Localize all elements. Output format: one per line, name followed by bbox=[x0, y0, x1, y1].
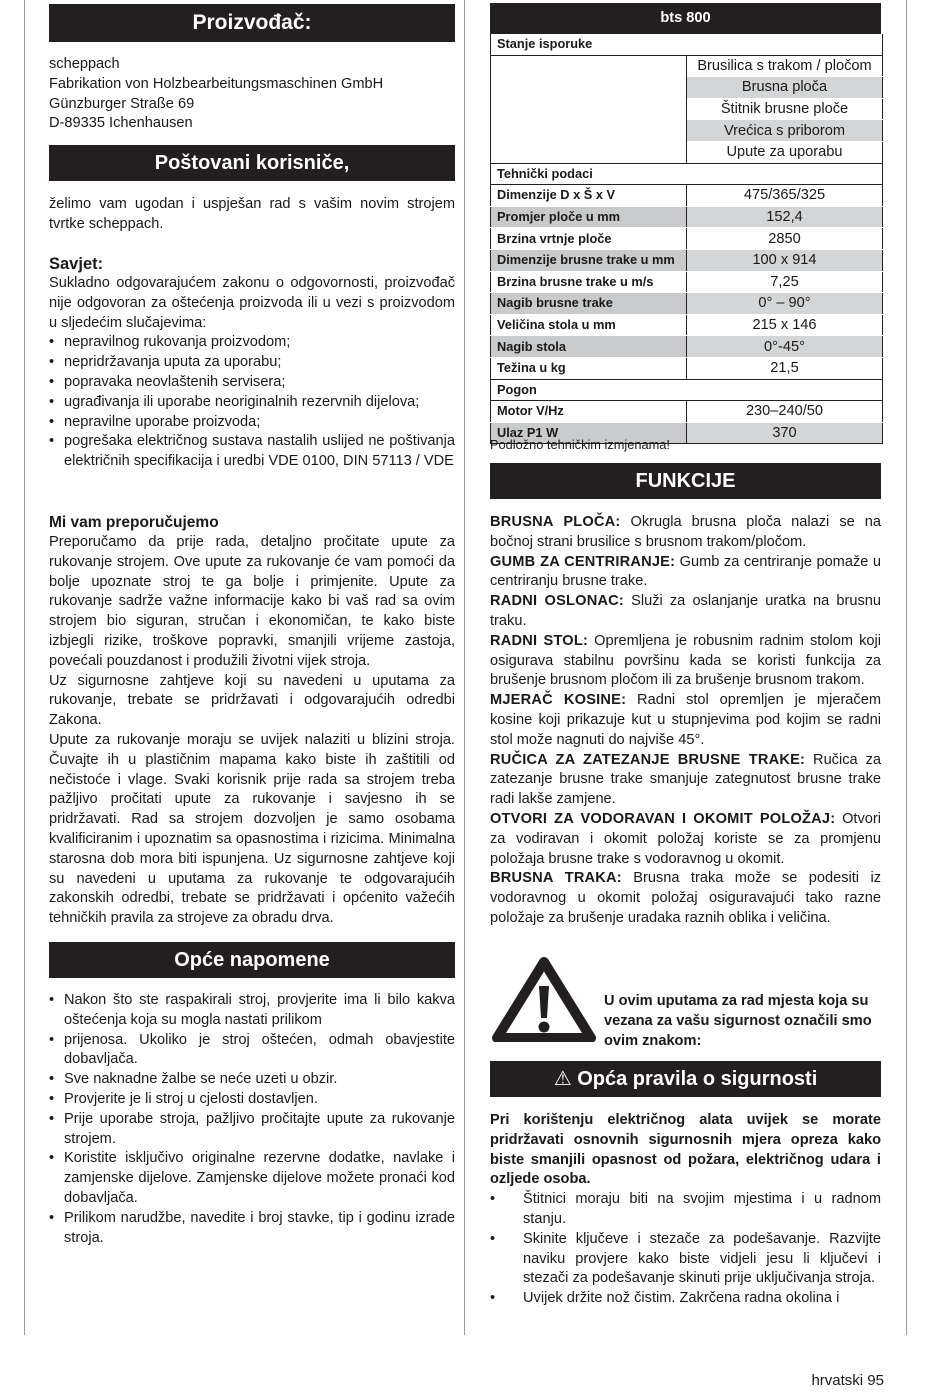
spec-key: Promjer ploče u mm bbox=[491, 206, 687, 228]
list-item: • nepravilnog rukovanja proizvodom; bbox=[49, 333, 455, 353]
safety-list bbox=[490, 1190, 881, 1309]
address-line: scheppach bbox=[49, 56, 120, 72]
list-item: • Uvijek držite nož čistim. Zakrčena radna okolina i bbox=[490, 1289, 881, 1309]
function-text: Radni stol opremljen je mjeračem kosine koji prikazuje kut u stupnjevima pod kojim se radni stol može nagnuti do najviše 45°. bbox=[490, 692, 881, 748]
spec-value: 475/365/325 bbox=[687, 185, 883, 207]
address-line: D-89335 Ichenhausen bbox=[49, 115, 193, 132]
advice-title: Savjet: bbox=[49, 255, 104, 273]
recommend-section bbox=[49, 513, 455, 929]
function-item bbox=[490, 751, 881, 810]
function-text: Gumb za centriranje pomaže u centriranju brusne trake. bbox=[490, 553, 881, 590]
functions-list bbox=[490, 513, 881, 929]
spec-value: 7,25 bbox=[687, 271, 883, 293]
functions-title: FUNKCIJE bbox=[635, 470, 736, 492]
general-notes-list bbox=[49, 991, 455, 1248]
spec-key: Nagib brusne trake bbox=[491, 293, 687, 315]
list-item: • ugrađivanja ili uporabe neoriginalnih rezervnih dijelova; bbox=[49, 393, 455, 413]
function-term: MJERAČ KOSINE: bbox=[490, 692, 627, 709]
spec-key: Težina u kg bbox=[491, 357, 687, 379]
spec-key: Brzina vrtnje ploče bbox=[491, 228, 687, 250]
function-term: OTVORI ZA VODORAVAN I OKOMIT POLOŽAJ: bbox=[490, 810, 836, 827]
drive-label: Pogon bbox=[491, 379, 883, 401]
list-item: • Prilikom narudžbe, navedite i broj stavke, tip i godinu izrade stroja. bbox=[49, 1209, 455, 1249]
spec-value: 100 x 914 bbox=[687, 249, 883, 271]
function-term: RADNI OSLONAC: bbox=[490, 593, 624, 610]
function-term: RUČICA ZA ZATEZANJE BRUSNE TRAKE: bbox=[490, 751, 806, 768]
dear-user-heading bbox=[49, 145, 455, 181]
functions-heading bbox=[490, 463, 881, 499]
function-item bbox=[490, 513, 881, 553]
right-margin-rule bbox=[906, 0, 907, 1335]
spec-key: Veličina stola u mm bbox=[491, 314, 687, 336]
manufacturer-address bbox=[49, 55, 455, 134]
spec-value: 215 x 146 bbox=[687, 314, 883, 336]
list-item: • Provjerite je li stroj u cjelosti dostavljen. bbox=[49, 1090, 455, 1110]
recommend-paragraph: Uz sigurnosne zahtjeve koji su navedeni u uputama za rukovanje, trebate se pridržavati i odgovarajućih odredbi Zakona. bbox=[49, 672, 455, 729]
spec-key: Dimenzije D x Š x V bbox=[491, 185, 687, 207]
function-text: Služi za oslanjanje uratka na brusnu traku. bbox=[490, 593, 881, 629]
address-line: Günzburger Straße 69 bbox=[49, 95, 195, 112]
list-item: • Štitnici moraju biti na svojim mjestima i u radnom stanju. bbox=[490, 1190, 881, 1230]
safety-heading bbox=[490, 1061, 881, 1097]
function-text: Brusna traka može se podesiti iz vodoravnog u okomit položaj osiguravajući tako razne položaje za brušenje uradaka raznih oblika i veličina. bbox=[490, 870, 881, 926]
address-line: Fabrikation von Holzbearbeitungsmaschinen GmbH bbox=[49, 75, 384, 92]
table-title: bts 800 bbox=[660, 10, 711, 26]
function-term: GUMB ZA CENTRIRANJE: bbox=[490, 553, 676, 570]
function-item bbox=[490, 592, 881, 632]
list-item: • nepravilne uporabe proizvoda; bbox=[49, 413, 455, 433]
spec-value: 0° – 90° bbox=[687, 293, 883, 315]
function-item bbox=[490, 869, 881, 928]
general-notes-heading bbox=[49, 942, 455, 978]
spec-value: 370 bbox=[687, 422, 883, 444]
delivery-label: Stanje isporuke bbox=[491, 34, 883, 55]
page-label: hrvatski 95 bbox=[811, 1372, 884, 1389]
spec-key: Brzina brusne trake u m/s bbox=[491, 271, 687, 293]
list-item: • Sve naknadne žalbe se neće uzeti u obzir. bbox=[49, 1070, 455, 1090]
safety-title: ⚠ Opća pravila o sigurnosti bbox=[553, 1068, 818, 1090]
list-item: • nepridržavanja uputa za uporabu; bbox=[49, 353, 455, 373]
delivery-item: Brusna ploča bbox=[687, 77, 883, 99]
list-item: • Prije uporabe stroja, pažljivo pročitajte upute za rukovanje strojem. bbox=[49, 1110, 455, 1150]
function-text: Otvori za vodiravan i okomit položaj koriste se za promjenu položaja brusne trake s vodoravnog u okomit. bbox=[490, 810, 881, 867]
manufacturer-heading bbox=[49, 4, 455, 42]
spec-value: 21,5 bbox=[687, 357, 883, 379]
safety-section bbox=[490, 1111, 881, 1309]
advice-section bbox=[49, 254, 455, 472]
list-item: • prijenosa. Ukoliko je stroj oštećen, odmah obavjestite dobavljača. bbox=[49, 1031, 455, 1071]
general-notes-title: Opće napomene bbox=[174, 949, 330, 971]
spec-value: 2850 bbox=[687, 228, 883, 250]
list-item: • popravaka neovlaštenih servisera; bbox=[49, 373, 455, 393]
warning-text: U ovim uputama za rad mjesta koja su vezana za vašu sigurnost označili smo ovim znakom: bbox=[604, 993, 872, 1049]
left-margin-rule bbox=[24, 0, 25, 1335]
table-note: Podložno tehničkim izmjenama! bbox=[490, 437, 670, 452]
function-text: Opremljena je robusnim radnim stolom koji osigurava stabilnu površinu kada se koristi funkcija za brušenje brusnom pločom ili za brušenje brusnom trakom. bbox=[490, 632, 881, 689]
delivery-item: Upute za uporabu bbox=[687, 141, 883, 163]
table-title-bar bbox=[490, 3, 881, 34]
function-item bbox=[490, 553, 881, 593]
spec-key: Ulaz P1 W bbox=[491, 422, 687, 444]
function-item bbox=[490, 691, 881, 750]
advice-list bbox=[49, 333, 455, 472]
list-item: • Nakon što ste raspakirali stroj, provjerite ima li bilo kakva oštećenja koja su mogla nastati prilikom bbox=[49, 991, 455, 1031]
list-item: • Koristite isključivo originalne rezervne dodatke, navlake i zamjenske dijelove. Zamjenske dijelove možete pronaći kod dobavljača. bbox=[49, 1149, 455, 1208]
advice-text: Sukladno odgovarajućem zakonu o odgovornosti, proizvođač nije odgovoran za oštećenja proizvoda ili u vezi s proizvodom u sljedećim slučajevima: bbox=[49, 275, 455, 331]
manufacturer-title: Proizvođač: bbox=[192, 11, 312, 34]
function-text: Okrugla brusna ploča nalazi se na bočnoj strani brusilice s brusnom trakom/pločom. bbox=[490, 514, 881, 550]
spec-key: Nagib stola bbox=[491, 336, 687, 358]
list-item: • pogrešaka električnog sustava nastalih uslijed ne poštivanja električnih specifikacija i uredbi VDE 0100, DIN 57113 / VDE bbox=[49, 432, 455, 472]
function-text: Ručica za zatezanje brusne trake smanjuje zategnutost brusne trake radi lakše zamjene. bbox=[490, 751, 881, 808]
warning-triangle-icon bbox=[492, 956, 596, 1042]
function-term: BRUSNA PLOČA: bbox=[490, 514, 621, 530]
function-term: BRUSNA TRAKA: bbox=[490, 870, 622, 887]
recommend-paragraph: Upute za rukovanje moraju se uvijek nalaziti u blizini stroja. Čuvajte ih u plastičnim mapama kako biste ih zaštitili od nečistoće i vlage. Svaki korisnik prije rada sa strojem treba pažljivo pročitati upute za rukovanje i savjesno ih se pridržavati. Rad sa strojem dozvoljen je samo osobama kvalificiranim i upoznatim sa opasnostima i rizicima. Minimalna starosna dob mora biti ispunjena. Uz sigurnosne zahtjeve koji su navedeni u uputama za rukovanje te odgovarajućih zakonskih odredbi, trebate se pridržavati i općenito važećih tehničkih pravila za strojeve za obradu drva. bbox=[49, 731, 455, 927]
delivery-item: Brusilica s trakom / pločom bbox=[687, 55, 883, 77]
function-item bbox=[490, 810, 881, 869]
dear-user-title: Poštovani korisniče, bbox=[154, 152, 350, 174]
function-item bbox=[490, 632, 881, 691]
list-item: • Skinite ključeve i stezače za podešavanje. Razvijte naviku provjere kako biste vidjeli jesu li ključevi i stezači za podešavanje skinuti prije uključivanja stroja. bbox=[490, 1230, 881, 1289]
delivery-key-cell bbox=[491, 55, 687, 163]
function-term: RADNI STOL: bbox=[490, 632, 589, 649]
spec-key: Motor V/Hz bbox=[491, 401, 687, 423]
recommend-title: Mi vam preporučujemo bbox=[49, 514, 219, 531]
spec-value: 230–240/50 bbox=[687, 401, 883, 423]
spec-key: Dimenzije brusne trake u mm bbox=[491, 249, 687, 271]
tech-label: Tehnički podaci bbox=[491, 163, 883, 185]
spec-value: 152,4 bbox=[687, 206, 883, 228]
center-rule bbox=[464, 0, 465, 1335]
delivery-item: Vrećica s priborom bbox=[687, 120, 883, 142]
spec-value: 0°-45° bbox=[687, 336, 883, 358]
greeting-text: želimo vam ugodan i uspješan rad s vašim novim strojem tvrtke scheppach. bbox=[49, 196, 455, 232]
safety-intro: Pri korištenju električnog alata uvijek se morate pridržavati osnovnih sigurnosnih mjera opreza kako biste smanjili opasnost od požara, električnog udara i ozljede osoba. bbox=[490, 1112, 881, 1188]
spec-table bbox=[490, 34, 883, 444]
warning-block bbox=[490, 956, 881, 1051]
page-footer bbox=[811, 1372, 884, 1390]
recommend-paragraph: Preporučamo da prije rada, detaljno pročitate upute za rukovanje strojem. Ove upute za rukovanje će vam pomoći da bolje upoznate stroj te ga bolje i primjenite. Upute za rukovanje sadrže važne informacije kako bi vaš rad sa ovim strojem bio siguran, stručan i ekonomičan, te kako biste izbjegli rizike, troškove popravki, smanjili vrijeme zastoja, povećali pouzdanost i produžili životni vijek stroja. bbox=[49, 534, 455, 669]
delivery-item: Štitnik brusne ploče bbox=[687, 98, 883, 120]
